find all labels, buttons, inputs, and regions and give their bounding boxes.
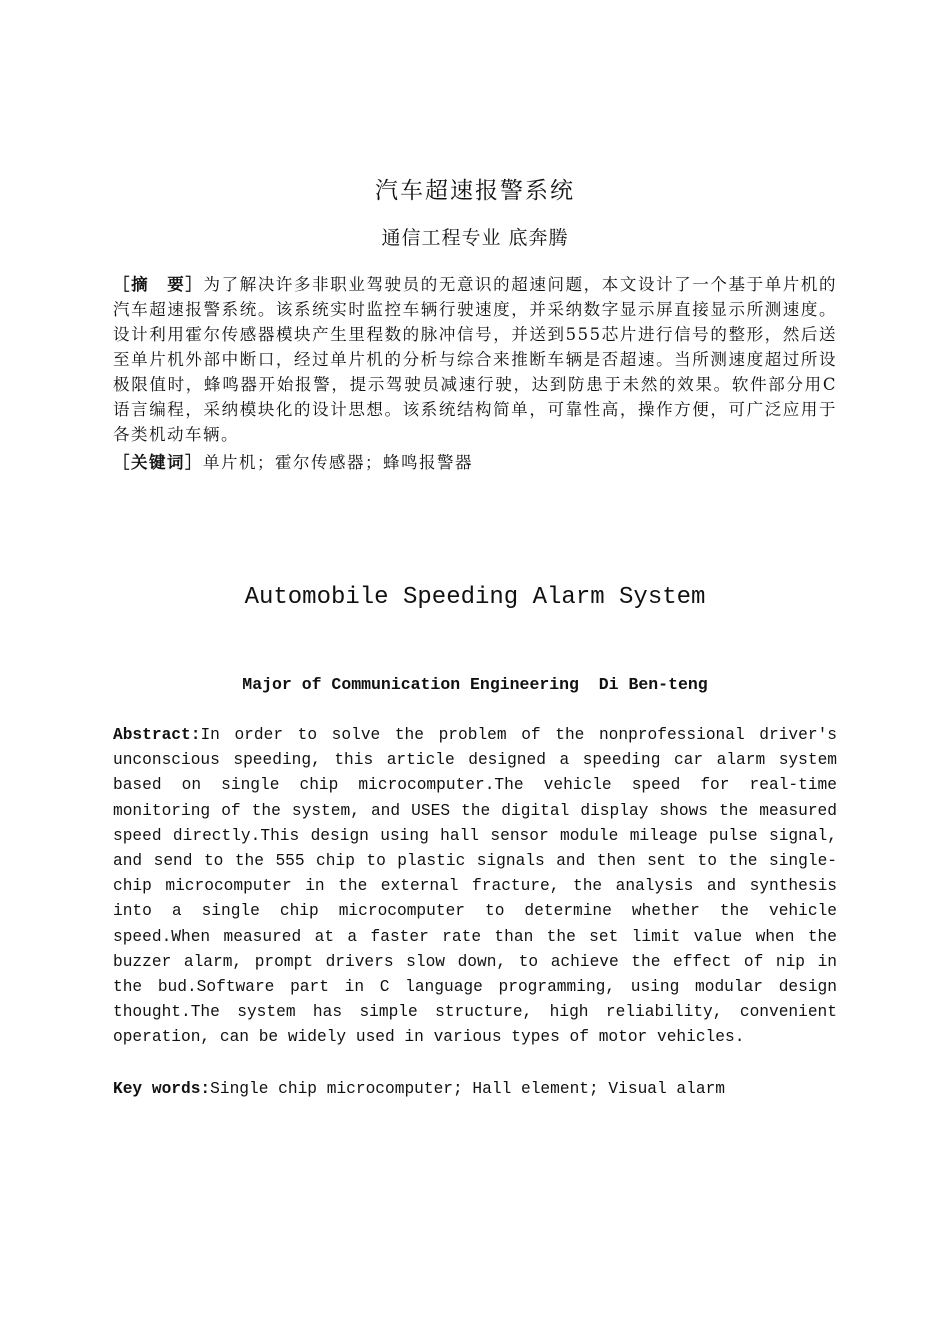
- english-keywords: [113, 1077, 837, 1102]
- chinese-abstract-text: 为了解决许多非职业驾驶员的无意识的超速问题，本文设计了一个基于单片机的汽车超速报警系统。该系统实时监控车辆行驶速度，并采纳数字显示屏直接显示所测速度。设计利用霍尔传感器模块产生里程数的脉冲信号，并送到555芯片进行信号的整形，然后送至单片机外部中断口，经过单片机的分析与综合来推断车辆是否超速。当所测速度超过所设极限值时，蜂鸣器开始报警，提示驾驶员减速行驶，达到防患于未然的效果。软件部分用C语言编程，采纳模块化的设计思想。该系统结构简单，可靠性高，操作方便，可广泛应用于各类机动车辆。: [113, 275, 838, 444]
- english-abstract-text: In order to solve the problem of the nonprofessional driver's unconscious speeding, this article designed a speeding car alarm system based on single chip microcomputer.The vehicle speed for real-time monitoring of the system, and USES the digital display shows the measured speed directly.This design using hall sensor module mileage pulse signal, and send to the 555 chip to plastic signals and then sent to the single-chip microcomputer in the external fracture, the analysis and synthesis into a single chip microcomputer to determine whether the vehicle speed.When measured at a faster rate than the set limit value when the buzzer alarm, prompt drivers slow down, to achieve the effect of nip in the bud.Software part in C language programming, using modular design thought.The system has simple structure, high reliability, convenient operation, can be widely used in various types of motor vehicles.: [113, 726, 837, 1047]
- chinese-abstract-label: ［摘 要］: [113, 275, 204, 294]
- english-abstract-label: Abstract:: [113, 726, 201, 744]
- english-author-line: Major of Communication Engineering Di Ben-teng: [242, 675, 708, 694]
- chinese-title: 汽车超速报警系统: [375, 178, 575, 204]
- chinese-keywords: [113, 450, 837, 475]
- chinese-keywords-label: ［关键词］: [113, 453, 203, 472]
- chinese-author-line: 通信工程专业 底奔腾: [381, 227, 569, 249]
- chinese-abstract: [113, 272, 837, 447]
- chinese-keywords-text: 单片机；霍尔传感器；蜂鸣报警器: [203, 453, 473, 472]
- english-keywords-label: Key words:: [113, 1080, 211, 1098]
- english-title: Automobile Speeding Alarm System: [244, 584, 706, 611]
- english-abstract: [113, 723, 837, 1051]
- english-keywords-text: Single chip microcomputer; Hall element; Visual alarm: [210, 1080, 726, 1098]
